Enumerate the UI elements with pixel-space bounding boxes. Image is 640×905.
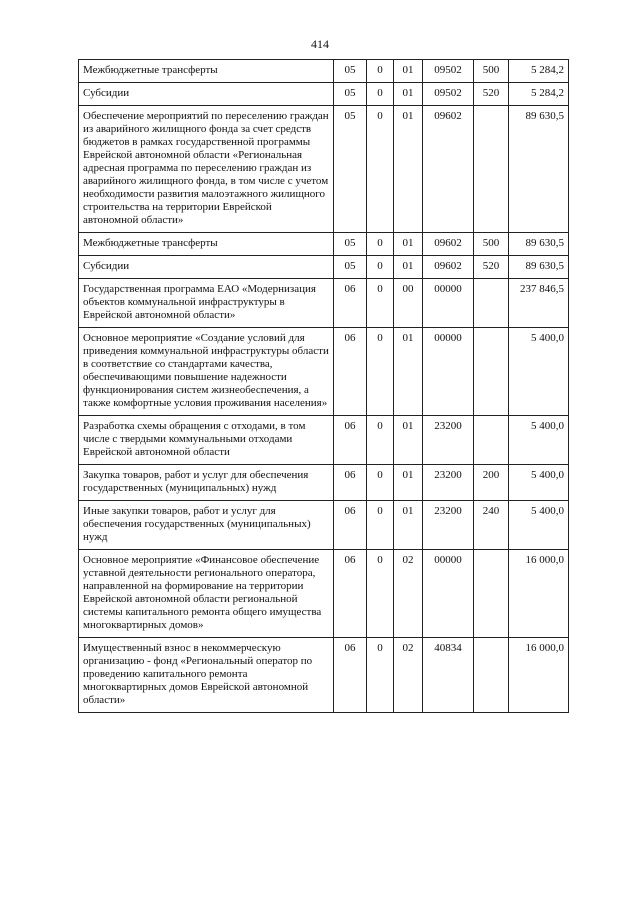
- row-name: Субсидии: [79, 83, 334, 106]
- row-code-section: 06: [334, 416, 367, 465]
- row-code-direction: 23200: [423, 501, 474, 550]
- row-code-subprogram: 0: [367, 501, 394, 550]
- row-amount: 89 630,5: [509, 233, 569, 256]
- row-name: Разработка схемы обращения с отходами, в том числе с твердыми коммунальными отходами Еврейской автономной области: [79, 416, 334, 465]
- row-code-subprogram: 0: [367, 233, 394, 256]
- row-code-measure: 01: [394, 256, 423, 279]
- row-name: Обеспечение мероприятий по переселению граждан из аварийного жилищного фонда за счет средств бюджетов в рамках государственной программы Еврейской автономной области «Региональная адресная программа по переселению граждан из аварийного жилищного фонда, в том числе с учетом необходимости развития малоэтажного жилищного строительства на территории Еврейской автономной области»: [79, 106, 334, 233]
- row-code-measure: 01: [394, 416, 423, 465]
- row-code-direction: 00000: [423, 550, 474, 638]
- row-code-direction: 40834: [423, 638, 474, 713]
- table-row: [79, 233, 569, 256]
- row-code-section: 05: [334, 106, 367, 233]
- row-amount: 16 000,0: [509, 550, 569, 638]
- row-code-expense-type: 500: [474, 233, 509, 256]
- row-code-direction: 09502: [423, 60, 474, 83]
- table-row: [79, 416, 569, 465]
- row-name: Государственная программа ЕАО «Модернизация объектов коммунальной инфраструктуры в Еврейской автономной области»: [79, 279, 334, 328]
- row-amount: 16 000,0: [509, 638, 569, 713]
- row-name: Основное мероприятие «Создание условий для приведения коммунальной инфраструктуры области в соответствие со стандартами качества, обеспечивающими повышение надежности функционирования систем жизнеобеспечения, а также комфортные условия проживания населения»: [79, 328, 334, 416]
- table-row: [79, 550, 569, 638]
- row-amount: 5 284,2: [509, 60, 569, 83]
- row-code-subprogram: 0: [367, 279, 394, 328]
- row-code-section: 06: [334, 501, 367, 550]
- row-code-measure: 01: [394, 106, 423, 233]
- table-row: [79, 501, 569, 550]
- row-code-measure: 01: [394, 60, 423, 83]
- row-code-subprogram: 0: [367, 638, 394, 713]
- row-amount: 5 400,0: [509, 465, 569, 501]
- row-name: Субсидии: [79, 256, 334, 279]
- row-code-subprogram: 0: [367, 60, 394, 83]
- table-row: [79, 83, 569, 106]
- row-code-section: 06: [334, 638, 367, 713]
- row-code-section: 06: [334, 465, 367, 501]
- row-code-section: 05: [334, 60, 367, 83]
- row-amount: 5 400,0: [509, 501, 569, 550]
- row-amount: 5 400,0: [509, 328, 569, 416]
- row-name: Межбюджетные трансферты: [79, 60, 334, 83]
- table-row: [79, 328, 569, 416]
- budget-table: [78, 59, 569, 713]
- row-code-subprogram: 0: [367, 550, 394, 638]
- row-code-expense-type: [474, 328, 509, 416]
- row-name: Иные закупки товаров, работ и услуг для обеспечения государственных (муниципальных) нужд: [79, 501, 334, 550]
- row-code-measure: 01: [394, 83, 423, 106]
- row-code-expense-type: 500: [474, 60, 509, 83]
- budget-table-body: [79, 60, 569, 713]
- row-code-section: 06: [334, 550, 367, 638]
- row-amount: 237 846,5: [509, 279, 569, 328]
- row-code-expense-type: 520: [474, 256, 509, 279]
- row-code-subprogram: 0: [367, 328, 394, 416]
- table-row: [79, 465, 569, 501]
- row-amount: 5 400,0: [509, 416, 569, 465]
- row-code-measure: 02: [394, 550, 423, 638]
- row-code-measure: 01: [394, 233, 423, 256]
- row-code-expense-type: [474, 106, 509, 233]
- row-code-section: 06: [334, 328, 367, 416]
- table-row: [79, 106, 569, 233]
- row-code-section: 05: [334, 83, 367, 106]
- row-code-direction: 09602: [423, 233, 474, 256]
- row-amount: 89 630,5: [509, 106, 569, 233]
- row-code-expense-type: 520: [474, 83, 509, 106]
- row-code-subprogram: 0: [367, 256, 394, 279]
- row-code-measure: 02: [394, 638, 423, 713]
- row-code-section: 05: [334, 233, 367, 256]
- table-row: [79, 638, 569, 713]
- row-code-subprogram: 0: [367, 106, 394, 233]
- row-code-section: 05: [334, 256, 367, 279]
- row-name: Закупка товаров, работ и услуг для обеспечения государственных (муниципальных) нужд: [79, 465, 334, 501]
- row-name: Межбюджетные трансферты: [79, 233, 334, 256]
- row-code-direction: 23200: [423, 465, 474, 501]
- row-code-expense-type: 240: [474, 501, 509, 550]
- row-code-expense-type: 200: [474, 465, 509, 501]
- row-code-direction: 00000: [423, 328, 474, 416]
- row-code-measure: 01: [394, 465, 423, 501]
- row-code-direction: 00000: [423, 279, 474, 328]
- table-row: [79, 279, 569, 328]
- row-name: Основное мероприятие «Финансовое обеспечение уставной деятельности регионального оператора, направленной на формирование на территории Еврейской автономной области региональной системы капитального ремонта общего имущества многоквартирных домов»: [79, 550, 334, 638]
- row-code-expense-type: [474, 550, 509, 638]
- row-code-direction: 09502: [423, 83, 474, 106]
- row-code-direction: 23200: [423, 416, 474, 465]
- row-code-subprogram: 0: [367, 83, 394, 106]
- page-number: 414: [311, 37, 329, 51]
- row-amount: 5 284,2: [509, 83, 569, 106]
- row-amount: 89 630,5: [509, 256, 569, 279]
- row-code-direction: 09602: [423, 256, 474, 279]
- row-code-direction: 09602: [423, 106, 474, 233]
- table-row: [79, 256, 569, 279]
- row-code-section: 06: [334, 279, 367, 328]
- row-code-expense-type: [474, 416, 509, 465]
- row-code-measure: 00: [394, 279, 423, 328]
- row-code-measure: 01: [394, 501, 423, 550]
- table-row: [79, 60, 569, 83]
- row-code-measure: 01: [394, 328, 423, 416]
- row-code-subprogram: 0: [367, 465, 394, 501]
- row-name: Имущественный взнос в некоммерческую организацию - фонд «Региональный оператор по проведению капитального ремонта многоквартирных домов Еврейской автономной области»: [79, 638, 334, 713]
- row-code-expense-type: [474, 638, 509, 713]
- row-code-subprogram: 0: [367, 416, 394, 465]
- row-code-expense-type: [474, 279, 509, 328]
